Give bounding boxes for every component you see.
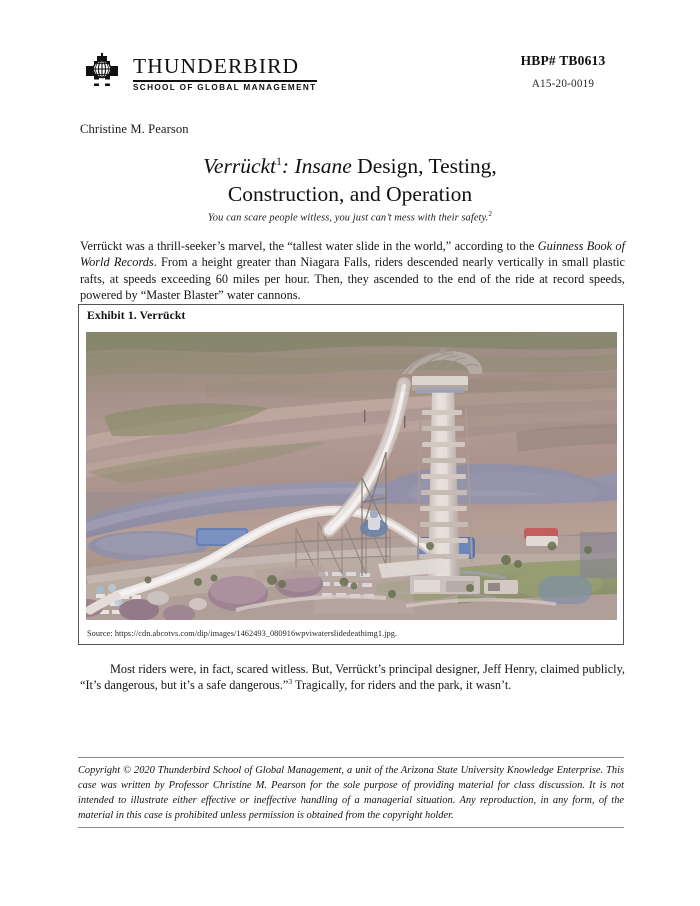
intro-text-part1: Verrückt was a thrill-seeker’s marvel, the “tallest water slide in the world,” according to the [80, 239, 538, 253]
footer-divider-top [78, 757, 624, 758]
intro-text-part2: . From a height greater than Niagara Falls, riders descended nearly vertically in small plastic rafts, at speeds exceeding 60 miles per hour. Then, they ascended to the end of the ride at record speeds, powered by “Master Blaster” water cannons. [80, 255, 625, 303]
intro-paragraph [80, 238, 625, 303]
title-footnote-marker: 1 [276, 153, 282, 168]
exhibit-box [78, 304, 624, 645]
title-line2: Construction, and Operation [227, 182, 473, 207]
post-exhibit-paragraph [80, 661, 625, 694]
hbp-number: HBP# TB0613 [520, 53, 606, 68]
logo-divider [133, 80, 317, 82]
after-text-part2: Tragically, for riders and the park, it wasn’t. [292, 678, 512, 693]
title-word-verruckt: Verrückt [203, 154, 277, 178]
logo-tagline: SCHOOL OF GLOBAL MANAGEMENT [133, 83, 317, 92]
intro-italic-title: Guinness Book of World Records [80, 239, 625, 270]
subtitle-text: You can scare people witless, you just can’t mess with their safety. [207, 212, 489, 224]
page-title [110, 152, 590, 209]
document-header [0, 48, 700, 108]
thunderbird-globe-logo-icon [80, 52, 124, 96]
after-text-part1: Most riders were, in fact, scared witless. But, Verrückt’s principal designer, Jeff Henry, claimed publicly, “It’s dangerous, but it’s a safe dangerous.” [80, 662, 625, 693]
title-colon: : [281, 154, 295, 178]
document-identifiers [478, 54, 648, 90]
after-footnote-marker: 3 [288, 677, 293, 687]
exhibit-label: Exhibit 1. Verrückt [87, 309, 186, 322]
logo-wordmark [133, 56, 317, 92]
footer-divider-bottom [78, 827, 624, 828]
copyright-notice: Copyright © 2020 Thunderbird School of Global Management, a unit of the Arizona State University Knowledge Enterprise. This case was written by Professor Christine M. Pearson for the sole purpose of providing material for class discussion. It is not intended to illustrate either effective or ineffective handling of a managerial situation. Any reproduction, in any form, of the material in this case is prohibited unless permission is obtained from the copyright holder. [78, 765, 624, 822]
author-name: Christine M. Pearson [80, 122, 189, 136]
logo-name: THUNDERBIRD [133, 54, 300, 78]
subtitle-footnote-marker: 2 [488, 210, 493, 218]
aerial-photo-verruckt-water-slide-icon [86, 332, 617, 620]
title-word-insane: Insane [294, 154, 352, 178]
exhibit-source-caption: Source: https://cdn.abcotvs.com/dip/images/1462493_080916wpviwaterslidedeathimg1.jpg. [87, 629, 398, 638]
document-code: A15-20-0019 [531, 77, 595, 90]
thunderbird-logo [80, 52, 317, 96]
title-rest-line1: Design, Testing, [351, 154, 497, 178]
exhibit-photo [86, 332, 617, 620]
subtitle [110, 210, 590, 223]
